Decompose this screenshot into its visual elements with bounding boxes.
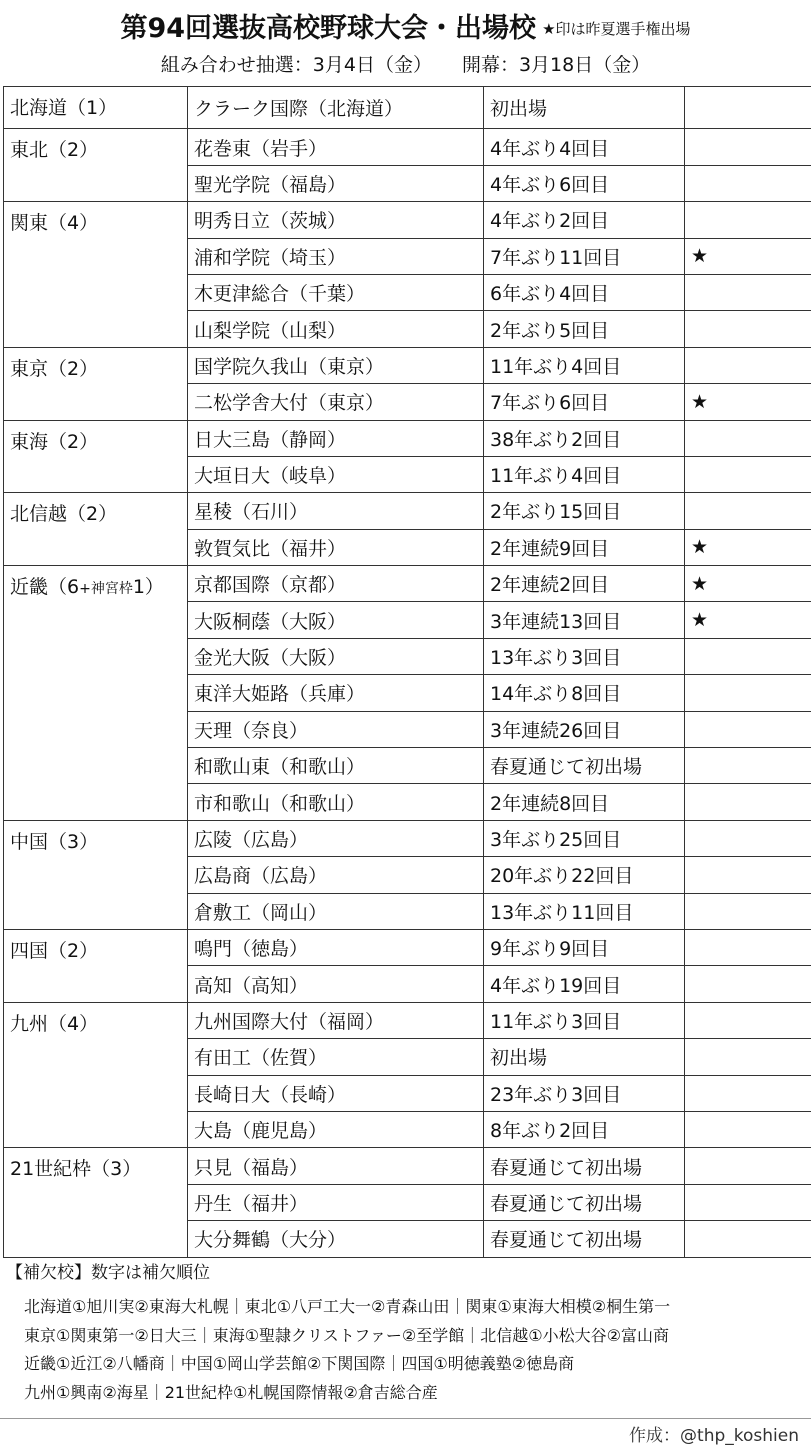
table-row [4, 202, 811, 238]
star-mark: ★ [685, 602, 811, 638]
star-mark [685, 966, 811, 1002]
region-cell [4, 1002, 188, 1148]
school-name: クラーク国際（北海道） [188, 87, 484, 129]
school-name: 大垣日大（岐阜） [188, 456, 484, 492]
appearance-record: 春夏通じて初出場 [484, 1184, 685, 1220]
region-name: 北海道（1） [10, 97, 118, 119]
appearance-record: 20年ぶり22回目 [484, 857, 685, 893]
schools-table [3, 86, 811, 1258]
appearance-record: 初出場 [484, 87, 685, 129]
star-mark: ★ [685, 384, 811, 420]
table-row [4, 420, 811, 456]
appearance-record: 7年ぶり6回目 [484, 384, 685, 420]
school-name: 広島商（広島） [188, 857, 484, 893]
appearance-record: 4年ぶり4回目 [484, 129, 685, 165]
appearance-record: 11年ぶり4回目 [484, 347, 685, 383]
page-title: 第94回選抜高校野球大会・出場校 [120, 13, 537, 44]
region-cell [4, 493, 188, 566]
region-name: 東京（2） [10, 357, 99, 380]
reserve-section [6, 1258, 811, 1407]
table-row [4, 129, 811, 165]
school-name: 聖光学院（福島） [188, 165, 484, 201]
star-mark: ★ [685, 238, 811, 274]
credit: 作成：@thp_koshien [629, 1426, 799, 1446]
star-mark [685, 1075, 811, 1111]
appearance-record: 2年連続2回目 [484, 566, 685, 602]
table-row [4, 820, 811, 856]
reserve-line: 九州①興南②海星｜21世紀枠①札幌国際情報②倉吉総合産 [24, 1382, 438, 1402]
star-mark [685, 893, 811, 929]
reserve-line: 北海道①旭川実②東海大札幌｜東北①八戸工大一②青森山田｜関東①東海大相模②桐生第一 [24, 1297, 671, 1316]
star-mark [685, 820, 811, 856]
appearance-record: 13年ぶり11回目 [484, 893, 685, 929]
school-name: 高知（高知） [188, 966, 484, 1002]
appearance-record: 2年ぶり5回目 [484, 311, 685, 347]
school-name: 京都国際（京都） [188, 566, 484, 602]
appearance-record: 6年ぶり4回目 [484, 274, 685, 310]
star-mark [685, 675, 811, 711]
draw-date: 組み合わせ抽選：3月4日（金） [160, 54, 432, 76]
reserve-line: 東京①関東第一②日大三｜東海①聖隷クリストファー②至学館｜北信越①小松大谷②富山商 [24, 1325, 669, 1345]
star-mark: ★ [685, 529, 811, 565]
star-mark [685, 420, 811, 456]
schools-table-body [4, 87, 811, 1258]
school-name: 鳴門（徳島） [188, 929, 484, 965]
school-name: 東洋大姫路（兵庫） [188, 675, 484, 711]
school-name: 天理（奈良） [188, 711, 484, 747]
region-cell [4, 820, 188, 929]
appearance-record: 3年ぶり25回目 [484, 820, 685, 856]
school-name: 只見（福島） [188, 1148, 484, 1184]
table-row [4, 929, 811, 965]
star-mark [685, 1002, 811, 1038]
appearance-record: 7年ぶり11回目 [484, 238, 685, 274]
school-name: 丹生（福井） [188, 1184, 484, 1220]
school-name: 明秀日立（茨城） [188, 202, 484, 238]
school-name: 敦賀気比（福井） [188, 529, 484, 565]
appearance-record: 14年ぶり8回目 [484, 675, 685, 711]
appearance-record: 3年連続13回目 [484, 602, 685, 638]
region-name: 東海（2） [10, 430, 99, 453]
school-name: 浦和学院（埼玉） [188, 238, 484, 274]
region-name-end: 1） [132, 576, 164, 599]
table-row [4, 566, 811, 602]
appearance-record: 春夏通じて初出場 [484, 1221, 685, 1257]
star-mark [685, 1039, 811, 1075]
appearance-record: 11年ぶり3回目 [484, 1002, 685, 1038]
school-name: 九州国際大付（福岡） [188, 1002, 484, 1038]
region-name: 北信越（2） [10, 503, 118, 526]
region-cell [4, 420, 188, 493]
star-mark [685, 1221, 811, 1257]
schedule-line [0, 50, 811, 77]
appearance-record: 4年ぶり6回目 [484, 165, 685, 201]
school-name: 木更津総合（千葉） [188, 274, 484, 310]
region-name: 中国（3） [10, 830, 99, 853]
school-name: 大阪桐蔭（大阪） [188, 602, 484, 638]
star-mark [685, 857, 811, 893]
region-cell [4, 1148, 188, 1257]
table-row [4, 347, 811, 383]
region-name: 九州（4） [10, 1012, 99, 1035]
appearance-record: 春夏通じて初出場 [484, 1148, 685, 1184]
star-mark [685, 165, 811, 201]
star-mark [685, 784, 811, 820]
school-name: 大島（鹿児島） [188, 1111, 484, 1147]
region-cell [4, 129, 188, 202]
school-name: 国学院久我山（東京） [188, 347, 484, 383]
star-mark [685, 202, 811, 238]
star-mark [685, 929, 811, 965]
table-row [4, 1148, 811, 1184]
school-name: 大分舞鶴（大分） [188, 1221, 484, 1257]
appearance-record: 4年ぶり19回目 [484, 966, 685, 1002]
school-name: 日大三島（静岡） [188, 420, 484, 456]
appearance-record: 23年ぶり3回目 [484, 1075, 685, 1111]
star-mark: ★ [685, 566, 811, 602]
star-mark [685, 87, 811, 129]
reserve-title: 【補欠校】数字は補欠順位 [6, 1263, 210, 1283]
region-cell [4, 87, 188, 129]
star-mark [685, 748, 811, 784]
school-name: 花巻東（岩手） [188, 129, 484, 165]
star-mark [685, 456, 811, 492]
school-name: 和歌山東（和歌山） [188, 748, 484, 784]
opening-date: 開幕：3月18日（金） [461, 54, 651, 76]
star-mark [685, 638, 811, 674]
appearance-record: 11年ぶり4回目 [484, 456, 685, 492]
region-name: 四国（2） [10, 939, 99, 962]
school-name: 市和歌山（和歌山） [188, 784, 484, 820]
star-mark [685, 311, 811, 347]
star-mark [685, 1184, 811, 1220]
appearance-record: 3年連続26回目 [484, 711, 685, 747]
region-name-extra: +神宮枠 [79, 581, 133, 598]
star-mark [685, 711, 811, 747]
table-row [4, 493, 811, 529]
star-mark [685, 129, 811, 165]
reserve-line: 近畿①近江②八幡商｜中国①岡山学芸館②下関国際｜四国①明徳義塾②徳島商 [24, 1354, 575, 1373]
appearance-record: 2年連続8回目 [484, 784, 685, 820]
appearance-record: 4年ぶり2回目 [484, 202, 685, 238]
school-name: 倉敷工（岡山） [188, 893, 484, 929]
table-row [4, 87, 811, 129]
school-name: 長崎日大（長崎） [188, 1075, 484, 1111]
appearance-record: 9年ぶり9回目 [484, 929, 685, 965]
school-name: 星稜（石川） [188, 493, 484, 529]
star-mark [685, 1148, 811, 1184]
region-name: 近畿（6 [10, 576, 80, 599]
school-name: 有田工（佐賀） [188, 1039, 484, 1075]
school-name: 山梨学院（山梨） [188, 311, 484, 347]
star-mark [685, 347, 811, 383]
title-row [0, 6, 811, 45]
school-name: 金光大阪（大阪） [188, 638, 484, 674]
star-mark [685, 274, 811, 310]
region-cell [4, 347, 188, 420]
appearance-record: 38年ぶり2回目 [484, 420, 685, 456]
region-cell [4, 202, 188, 348]
region-name: 関東（4） [10, 212, 99, 235]
region-cell [4, 566, 188, 821]
star-note: ★印は昨夏選手権出場 [542, 20, 691, 38]
header [0, 0, 811, 86]
appearance-record: 春夏通じて初出場 [484, 748, 685, 784]
appearance-record: 2年連続9回目 [484, 529, 685, 565]
footer-divider [0, 1418, 811, 1419]
appearance-record: 13年ぶり3回目 [484, 638, 685, 674]
star-mark [685, 493, 811, 529]
table-row [4, 1002, 811, 1038]
school-name: 二松学舎大付（東京） [188, 384, 484, 420]
appearance-record: 初出場 [484, 1039, 685, 1075]
star-mark [685, 1111, 811, 1147]
appearance-record: 8年ぶり2回目 [484, 1111, 685, 1147]
region-name: 東北（2） [10, 139, 99, 162]
school-name: 広陵（広島） [188, 820, 484, 856]
region-cell [4, 929, 188, 1002]
appearance-record: 2年ぶり15回目 [484, 493, 685, 529]
region-name: 21世紀枠（3） [10, 1158, 142, 1181]
